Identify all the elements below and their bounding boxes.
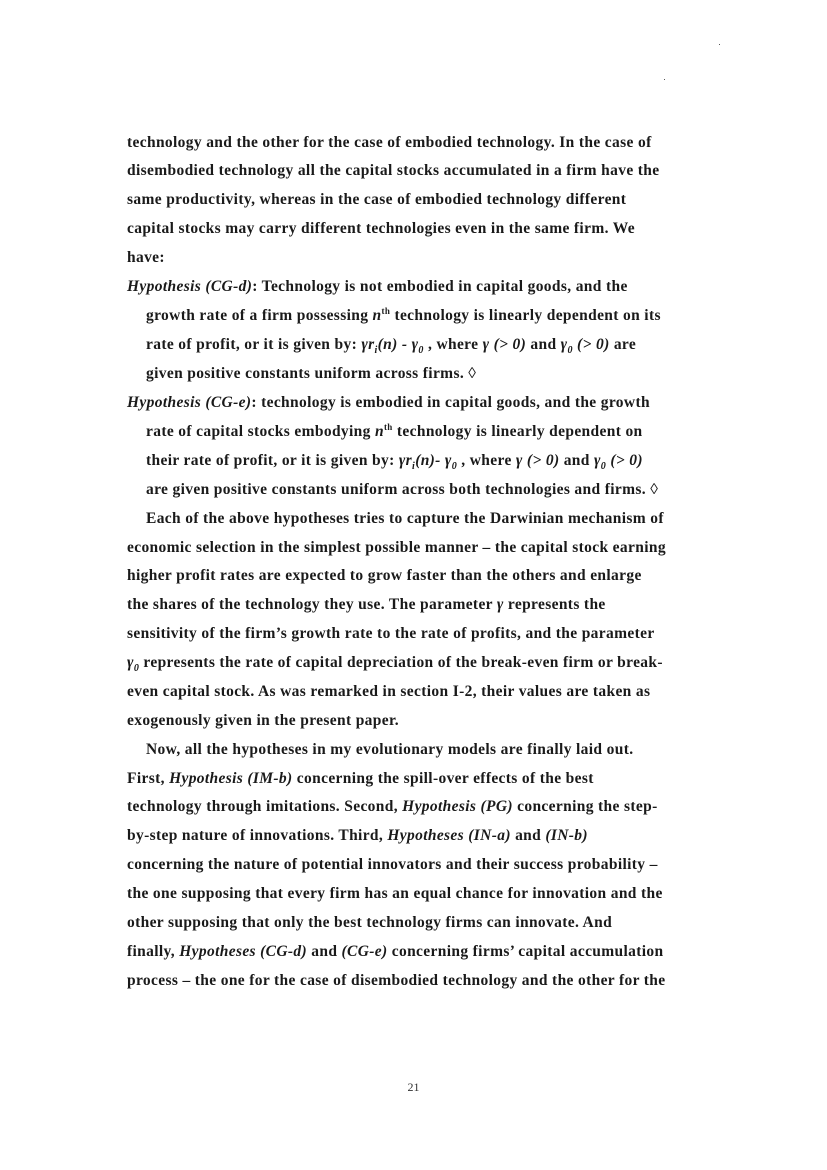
subscript: 0 <box>600 461 607 473</box>
body-line: Now, all the hypotheses in my evolutionary models are finally laid out. <box>146 741 634 758</box>
body-line <box>127 770 594 788</box>
math-condition: (> 0) <box>572 336 610 353</box>
body-line: disembodied technology all the capital stocks accumulated in a firm have the <box>127 162 660 179</box>
math-condition: (> 0) <box>606 452 643 469</box>
text-run: and <box>307 943 342 960</box>
subscript: 0 <box>133 663 140 675</box>
body-line: sensitivity of the firm’s growth rate to the rate of profits, and the parameter <box>127 625 655 642</box>
body-line: same productivity, whereas in the case of embodied technology different <box>127 191 627 208</box>
body-line <box>146 423 643 441</box>
text-run: concerning the spill-over effects of the best <box>292 770 594 787</box>
body-line: exogenously given in the present paper. <box>127 712 400 729</box>
hypothesis-ref: Hypothesis (IM-b) <box>169 770 293 787</box>
text-run: the shares of the technology they use. The parameter <box>127 596 497 613</box>
hypothesis-ref: Hypotheses (IN-a) <box>387 827 511 844</box>
body-line: higher profit rates are expected to grow faster than the others and enlarge <box>127 567 642 584</box>
hypothesis-ref: Hypothesis (PG) <box>402 798 513 815</box>
subscript: 0 <box>451 461 458 473</box>
text-run: technology is linearly dependent on <box>392 423 643 440</box>
superscript: th <box>381 305 391 316</box>
text-run: : technology is embodied in capital goods, and the growth <box>251 394 650 411</box>
text-run: : Technology is not embodied in capital goods, and the <box>252 278 628 295</box>
body-line: even capital stock. As was remarked in section I-2, their values are taken as <box>127 683 651 700</box>
body-line: capital stocks may carry different technologies even in the same firm. We <box>127 220 635 237</box>
text-run: and <box>526 336 561 353</box>
body-line <box>146 307 661 325</box>
text-run: their rate of profit, or it is given by: <box>146 452 399 469</box>
text-run: technology is linearly dependent on its <box>390 307 661 324</box>
math-gamma-condition: γ (> 0) <box>515 452 560 469</box>
text-run: and <box>510 827 546 844</box>
body-line: the one supposing that every firm has an equal chance for innovation and the <box>127 885 663 902</box>
body-line <box>127 827 588 845</box>
text-run: rate of profit, or it is given by: <box>146 336 362 353</box>
text-run: rate of capital stocks embodying <box>146 423 375 440</box>
subscript: i <box>412 461 416 473</box>
text-run: by-step nature of innovations. Third, <box>127 827 388 844</box>
body-line: process – the one for the case of disembodied technology and the other for the <box>127 972 666 989</box>
superscript: th <box>383 421 393 432</box>
body-line: concerning the nature of potential innovators and their success probability – <box>127 856 658 873</box>
math-gamma-r: γr <box>398 452 413 469</box>
text-run: and <box>559 452 594 469</box>
formula-line <box>146 336 636 356</box>
body-line: other supposing that only the best technology firms can innovate. And <box>127 914 613 931</box>
body-line: technology and the other for the case of embodied technology. In the case of <box>127 134 652 151</box>
math-gamma: γ <box>127 654 134 671</box>
math-gamma: γ <box>496 596 504 613</box>
page-number: 21 <box>407 1080 420 1094</box>
text-run: finally, <box>127 943 180 960</box>
body-line <box>127 798 658 816</box>
hypothesis-cg-e-label: Hypothesis (CG-e) <box>127 394 252 411</box>
body-line: economic selection in the simplest possible manner – the capital stock earning <box>127 539 666 556</box>
hypothesis-ref: (CG-e) <box>341 943 388 960</box>
math-n: n <box>374 423 384 440</box>
math-gamma: γ <box>593 452 601 469</box>
subscript: i <box>374 345 378 357</box>
hypothesis-ref: Hypotheses (CG-d) <box>179 943 308 960</box>
hypothesis-cg-d-line <box>127 278 628 296</box>
scan-speck <box>664 79 665 80</box>
text-run: represents the <box>503 596 606 613</box>
hypothesis-cg-d-label: Hypothesis (CG-d) <box>127 278 253 295</box>
text-run: are <box>609 336 637 353</box>
hypothesis-ref: (IN-b) <box>545 827 588 844</box>
text-run: technology through imitations. Second, <box>127 798 403 815</box>
scan-speck <box>719 44 720 45</box>
text-run: , where <box>423 336 483 353</box>
text-run: concerning the step- <box>512 798 658 815</box>
body-line: have: <box>127 249 165 266</box>
math-gamma-r: γr <box>361 336 375 353</box>
body-line <box>127 654 663 674</box>
body-line: are given positive constants uniform across both technologies and firms. ◊ <box>146 481 659 498</box>
text-run: growth rate of a firm possessing <box>146 307 373 324</box>
text-run: represents the rate of capital depreciation of the break-even firm or break- <box>139 654 663 671</box>
text-run: , where <box>457 452 516 469</box>
math-expression: (n) - γ <box>377 336 419 353</box>
math-gamma-condition: γ (> 0) <box>482 336 527 353</box>
formula-line <box>146 452 643 472</box>
subscript: 0 <box>567 345 573 357</box>
math-gamma: γ <box>560 336 568 353</box>
hypothesis-cg-e-line <box>127 394 650 412</box>
math-n: n <box>372 307 382 324</box>
text-run: First, <box>127 770 170 787</box>
body-line <box>127 943 664 961</box>
body-line: Each of the above hypotheses tries to capture the Darwinian mechanism of <box>146 510 664 527</box>
math-expression: (n)- γ <box>415 452 452 469</box>
body-line: given positive constants uniform across firms. ◊ <box>146 365 477 382</box>
text-run: concerning firms’ capital accumulation <box>387 943 664 960</box>
body-line <box>127 596 606 614</box>
subscript: 0 <box>418 345 424 357</box>
